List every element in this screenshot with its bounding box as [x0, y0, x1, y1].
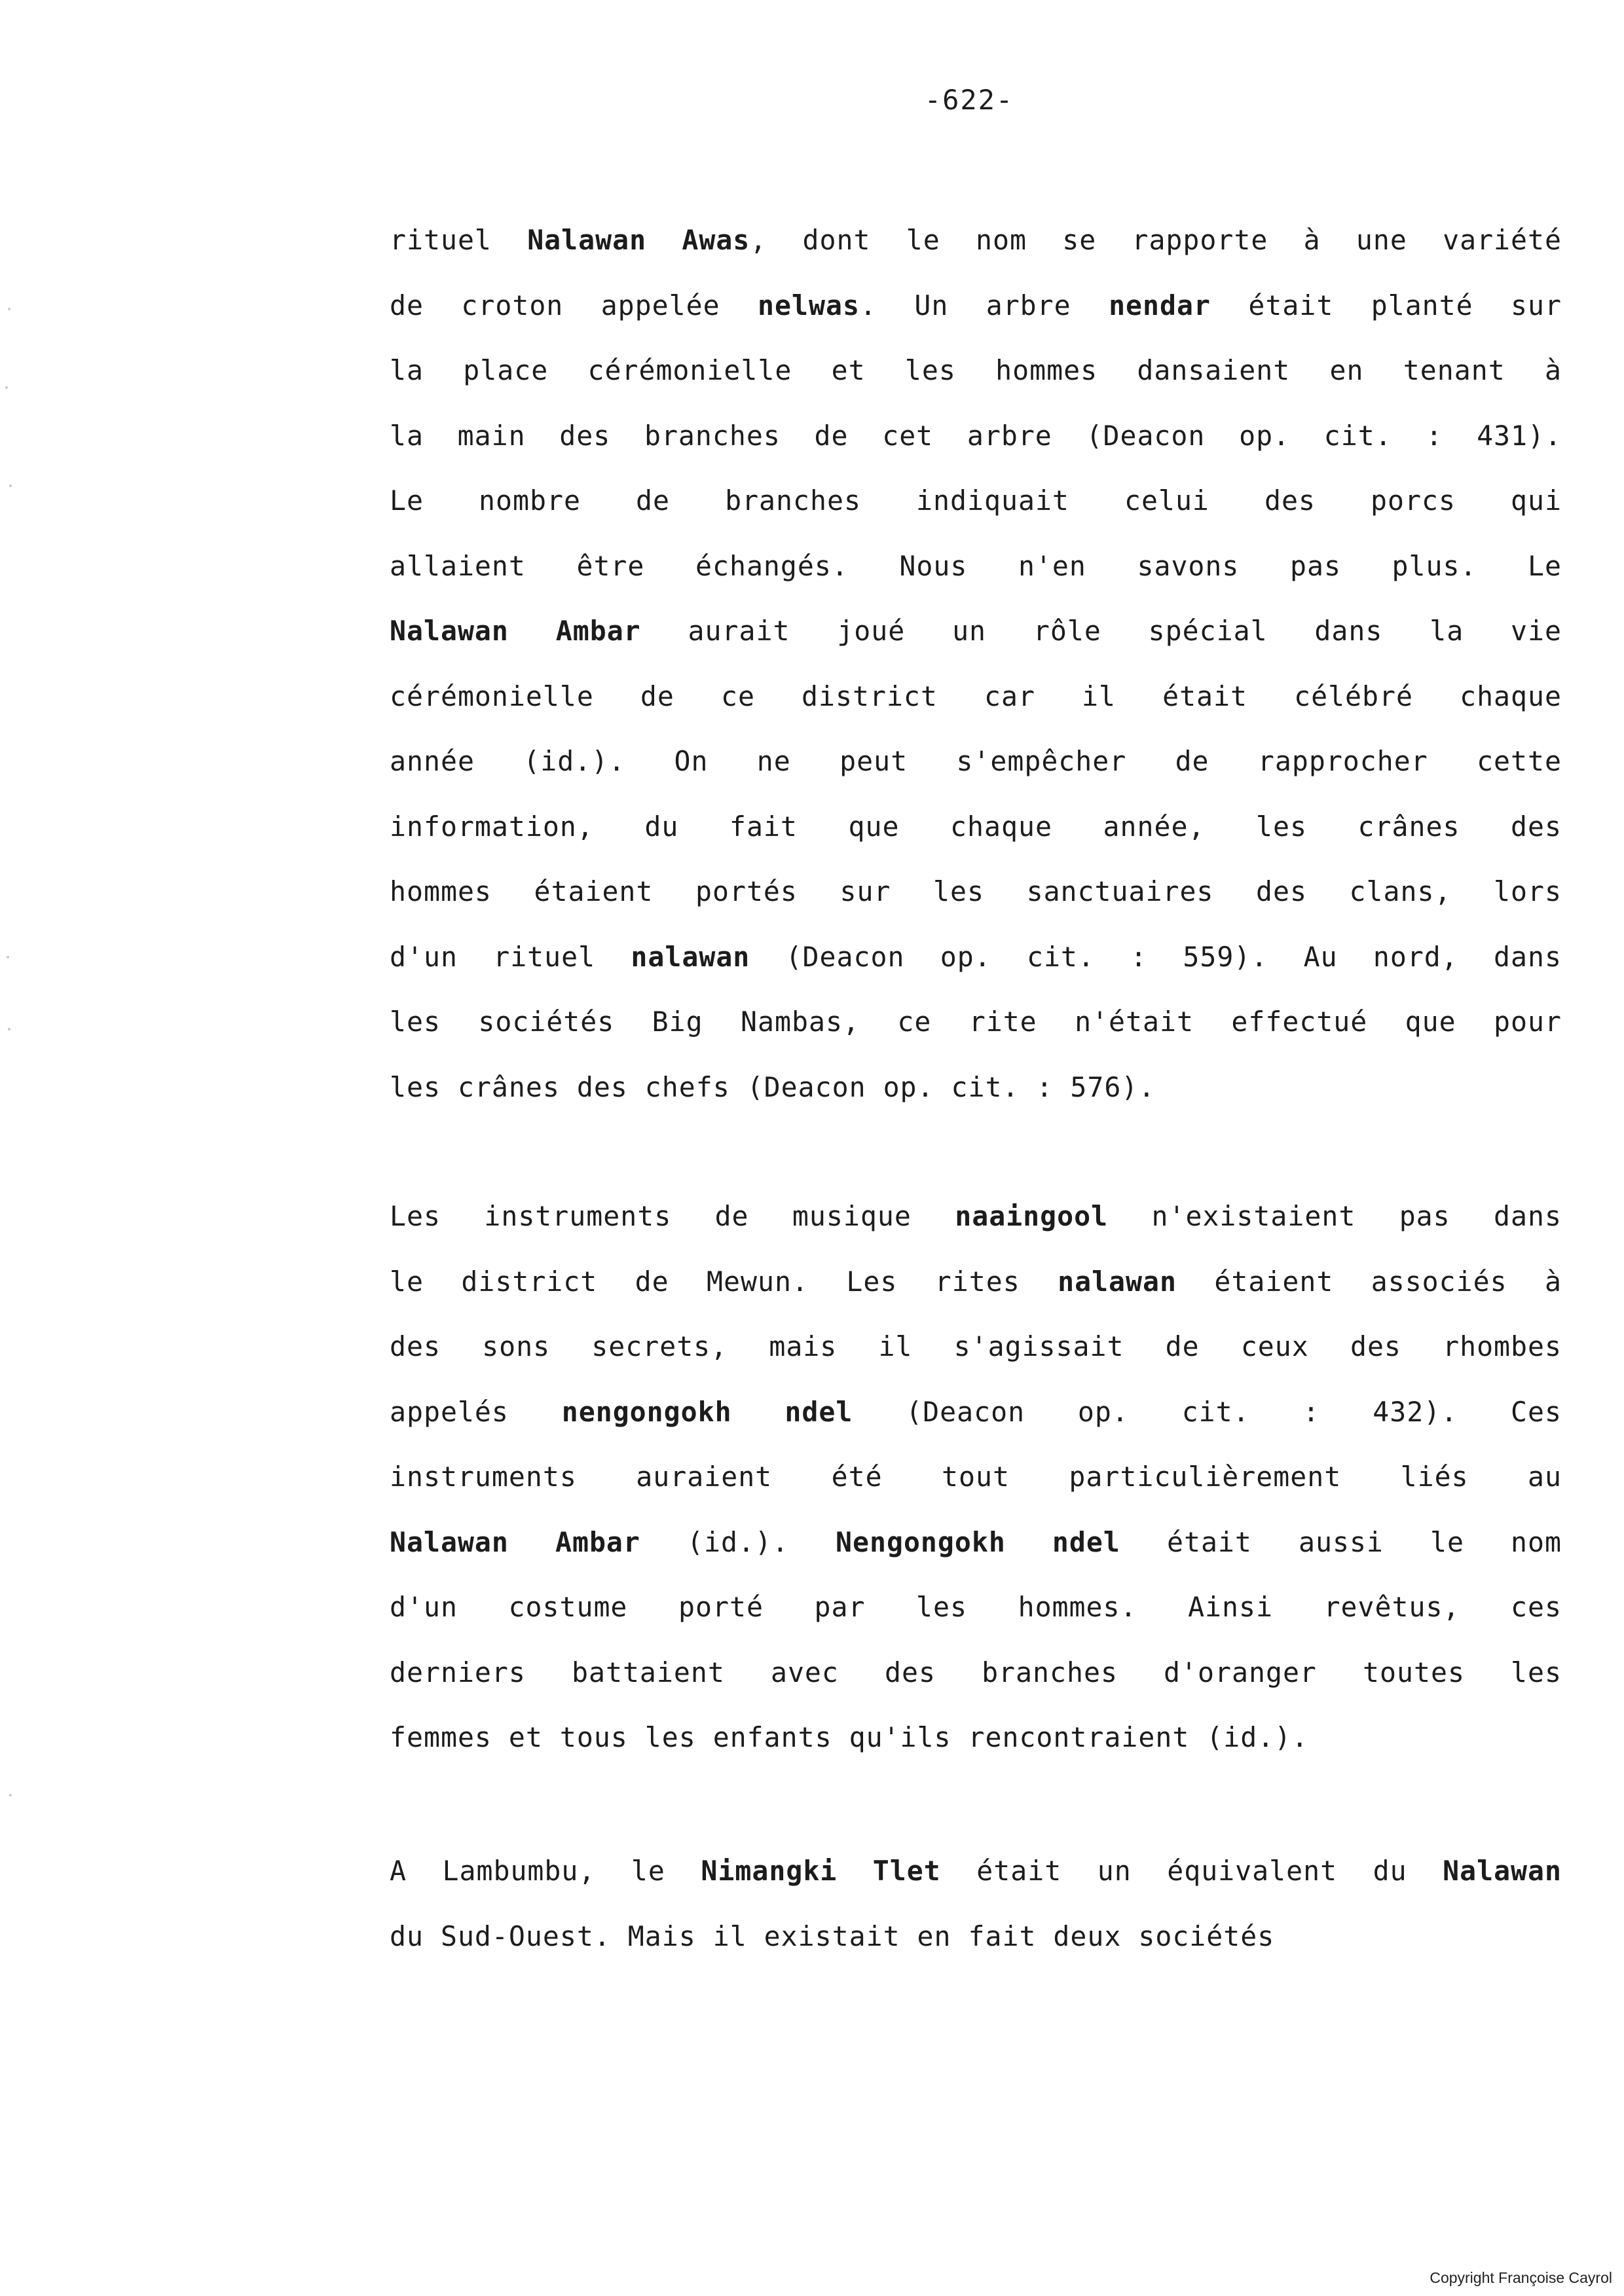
text-run: étaient associés à	[1177, 1265, 1562, 1298]
text-line	[390, 1705, 1562, 1770]
text-line	[390, 1640, 1562, 1705]
text-run: . Un arbre	[859, 289, 1109, 321]
paragraph-2	[390, 1184, 1562, 1770]
text-line	[390, 859, 1562, 924]
text-run: la place cérémonielle et les hommes dansaient en tenant à	[390, 354, 1562, 386]
text-run: d'un costume porté par les hommes. Ainsi revêtus, ces	[390, 1591, 1562, 1623]
text-run: de croton appelée	[390, 289, 758, 321]
page-number: -622-	[924, 84, 1014, 116]
text-run: les sociétés Big Nambas, ce rite n'était effectué que pour	[390, 1006, 1562, 1038]
text-run: était planté sur	[1210, 289, 1562, 321]
text-line	[390, 1575, 1562, 1640]
scan-speck	[8, 308, 10, 310]
bold-term: naaingool	[955, 1200, 1109, 1232]
text-run: cérémonielle de ce district car il était célébré chaque	[390, 680, 1562, 712]
text-run: derniers battaient avec des branches d'oranger toutes les	[390, 1656, 1562, 1688]
text-line	[390, 1184, 1562, 1249]
text-run: les crânes des chefs (Deacon op. cit. : 576).	[390, 1070, 1156, 1103]
bold-term: Nalawan Ambar	[390, 615, 641, 647]
text-line	[390, 534, 1562, 599]
bold-term: nengongokh ndel	[561, 1395, 853, 1428]
text-line	[390, 1379, 1562, 1445]
bold-term: Nalawan	[1443, 1855, 1562, 1887]
text-run: (Deacon op. cit. : 432). Ces	[853, 1395, 1562, 1428]
text-line	[390, 273, 1562, 338]
bold-term: Nimangki Tlet	[701, 1855, 941, 1887]
paragraph-1	[390, 208, 1562, 1120]
text-run: Le nombre de branches indiquait celui des porcs qui	[390, 484, 1562, 517]
text-run: instruments auraient été tout particulièrement liés au	[390, 1461, 1562, 1493]
bold-term: nelwas	[758, 289, 860, 321]
text-run: d'un rituel	[390, 940, 631, 973]
text-run: allaient être échangés. Nous n'en savons pas plus. Le	[390, 549, 1562, 582]
bold-term: Nalawan Ambar	[390, 1525, 640, 1558]
text-run: appelés	[390, 1395, 562, 1428]
scan-speck	[9, 1794, 12, 1796]
scan-speck	[8, 1028, 10, 1030]
text-line	[390, 468, 1562, 534]
scan-speck	[9, 484, 12, 487]
text-run: aurait joué un rôle spécial dans la vie	[640, 615, 1562, 647]
text-line	[390, 1904, 1562, 1969]
text-run: n'existaient pas dans	[1108, 1200, 1562, 1232]
text-line	[390, 338, 1562, 403]
text-run: (id.).	[640, 1525, 836, 1558]
text-run: était aussi le nom	[1120, 1525, 1562, 1558]
text-run: hommes étaient portés sur les sanctuaires des clans, lors	[390, 875, 1562, 907]
text-run: , dont le nom se rapporte à une variété	[750, 224, 1562, 256]
text-line	[390, 403, 1562, 469]
text-run: (Deacon op. cit. : 559). Au nord, dans	[750, 940, 1562, 973]
text-run: des sons secrets, mais il s'agissait de ceux des rhombes	[390, 1330, 1562, 1362]
text-line	[390, 794, 1562, 860]
text-run: était un équivalent du	[940, 1855, 1443, 1887]
text-line	[390, 598, 1562, 664]
bold-term: nendar	[1109, 289, 1211, 321]
text-run: rituel	[390, 224, 528, 256]
paragraph-3	[390, 1838, 1562, 1969]
text-line	[390, 1838, 1562, 1904]
text-run: A Lambumbu, le	[390, 1855, 701, 1887]
text-line	[390, 664, 1562, 729]
text-run: information, du fait que chaque année, les crânes des	[390, 810, 1562, 843]
bold-term: Nalawan Awas	[527, 224, 750, 256]
text-line	[390, 1055, 1562, 1120]
text-line	[390, 1510, 1562, 1575]
bold-term: nalawan	[631, 940, 750, 973]
scan-speck	[7, 956, 9, 958]
text-line	[390, 208, 1562, 273]
text-line	[390, 729, 1562, 794]
text-line	[390, 1249, 1562, 1315]
text-line	[390, 1314, 1562, 1379]
text-run: femmes et tous les enfants qu'ils rencontraient (id.).	[390, 1721, 1309, 1753]
text-run: la main des branches de cet arbre (Deacon op. cit. : 431).	[390, 419, 1562, 452]
text-run: année (id.). On ne peut s'empêcher de rapprocher cette	[390, 745, 1562, 777]
bold-term: nalawan	[1058, 1265, 1177, 1298]
text-run: Les instruments de musique	[390, 1200, 955, 1232]
text-run: le district de Mewun. Les rites	[390, 1265, 1058, 1298]
text-line	[390, 924, 1562, 990]
scan-speck	[5, 386, 8, 389]
text-line	[390, 1444, 1562, 1510]
bold-term: Nengongokh ndel	[836, 1525, 1120, 1558]
text-line	[390, 989, 1562, 1055]
text-run: du Sud-Ouest. Mais il existait en fait deux sociétés	[390, 1920, 1275, 1952]
copyright-notice: Copyright Françoise Cayrol	[1430, 2269, 1612, 2286]
